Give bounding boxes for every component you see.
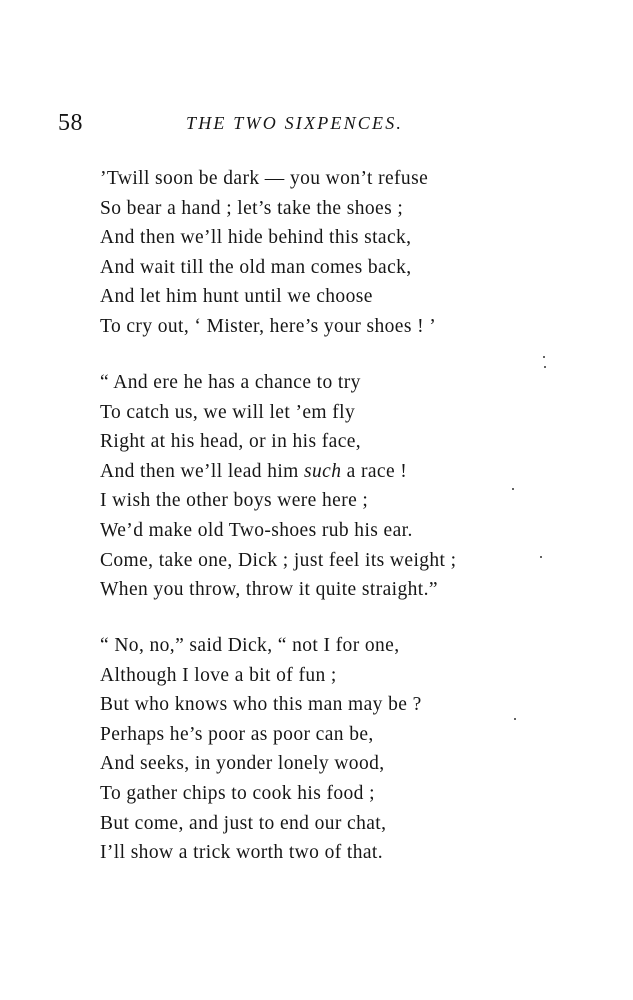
- running-title: THE TWO SIXPENCES.: [186, 113, 404, 133]
- verse-line: Come, take one, Dick ; just feel its weight ;: [100, 549, 457, 571]
- stanza-1: [100, 164, 436, 342]
- verse-line: So bear a hand ; let’s take the shoes ;: [100, 197, 404, 219]
- page-number: 58: [58, 110, 83, 136]
- verse-line: When you throw, throw it quite straight.”: [100, 579, 438, 601]
- verse-line: “ No, no,” said Dick, “ not I for one,: [100, 635, 400, 656]
- print-speck: [514, 718, 516, 720]
- stanza-2: [100, 368, 456, 605]
- verse-line: Right at his head, or in his face,: [100, 431, 362, 453]
- verse-line: I wish the other boys were here ;: [100, 490, 369, 512]
- verse-line: But come, and just to end our chat,: [100, 812, 387, 834]
- verse-line: Perhaps he’s poor as poor can be,: [100, 723, 374, 745]
- verse-line: Although I love a bit of fun ;: [100, 664, 337, 686]
- stanza-3: [100, 631, 422, 868]
- verse-line: ’Twill soon be dark — you won’t refuse: [100, 168, 429, 189]
- print-speck: [544, 366, 546, 368]
- verse-line: And let him hunt until we choose: [100, 286, 373, 308]
- print-speck: [543, 356, 545, 358]
- print-speck: [540, 556, 542, 558]
- verse-line-head: And then we’ll lead him: [100, 460, 305, 482]
- verse-line-tail: a race !: [341, 460, 408, 482]
- verse-line: And seeks, in yonder lonely wood,: [100, 753, 385, 775]
- verse-line-with-emphasis: [100, 457, 456, 487]
- emphasized-word: such: [304, 460, 342, 482]
- verse-line: But who knows who this man may be ?: [100, 694, 422, 716]
- print-speck: [512, 488, 514, 490]
- verse-line: And wait till the old man comes back,: [100, 256, 412, 278]
- verse-line: I’ll show a trick worth two of that.: [100, 842, 384, 864]
- verse-line: We’d make old Two-shoes rub his ear.: [100, 519, 413, 541]
- verse-line: To cry out, ‘ Mister, here’s your shoes ! ’: [100, 315, 437, 337]
- verse-line: To catch us, we will let ’em fly: [100, 401, 356, 423]
- verse-line: And then we’ll hide behind this stack,: [100, 227, 412, 249]
- verse-line: “ And ere he has a chance to try: [100, 372, 361, 393]
- verse-line: To gather chips to cook his food ;: [100, 782, 375, 804]
